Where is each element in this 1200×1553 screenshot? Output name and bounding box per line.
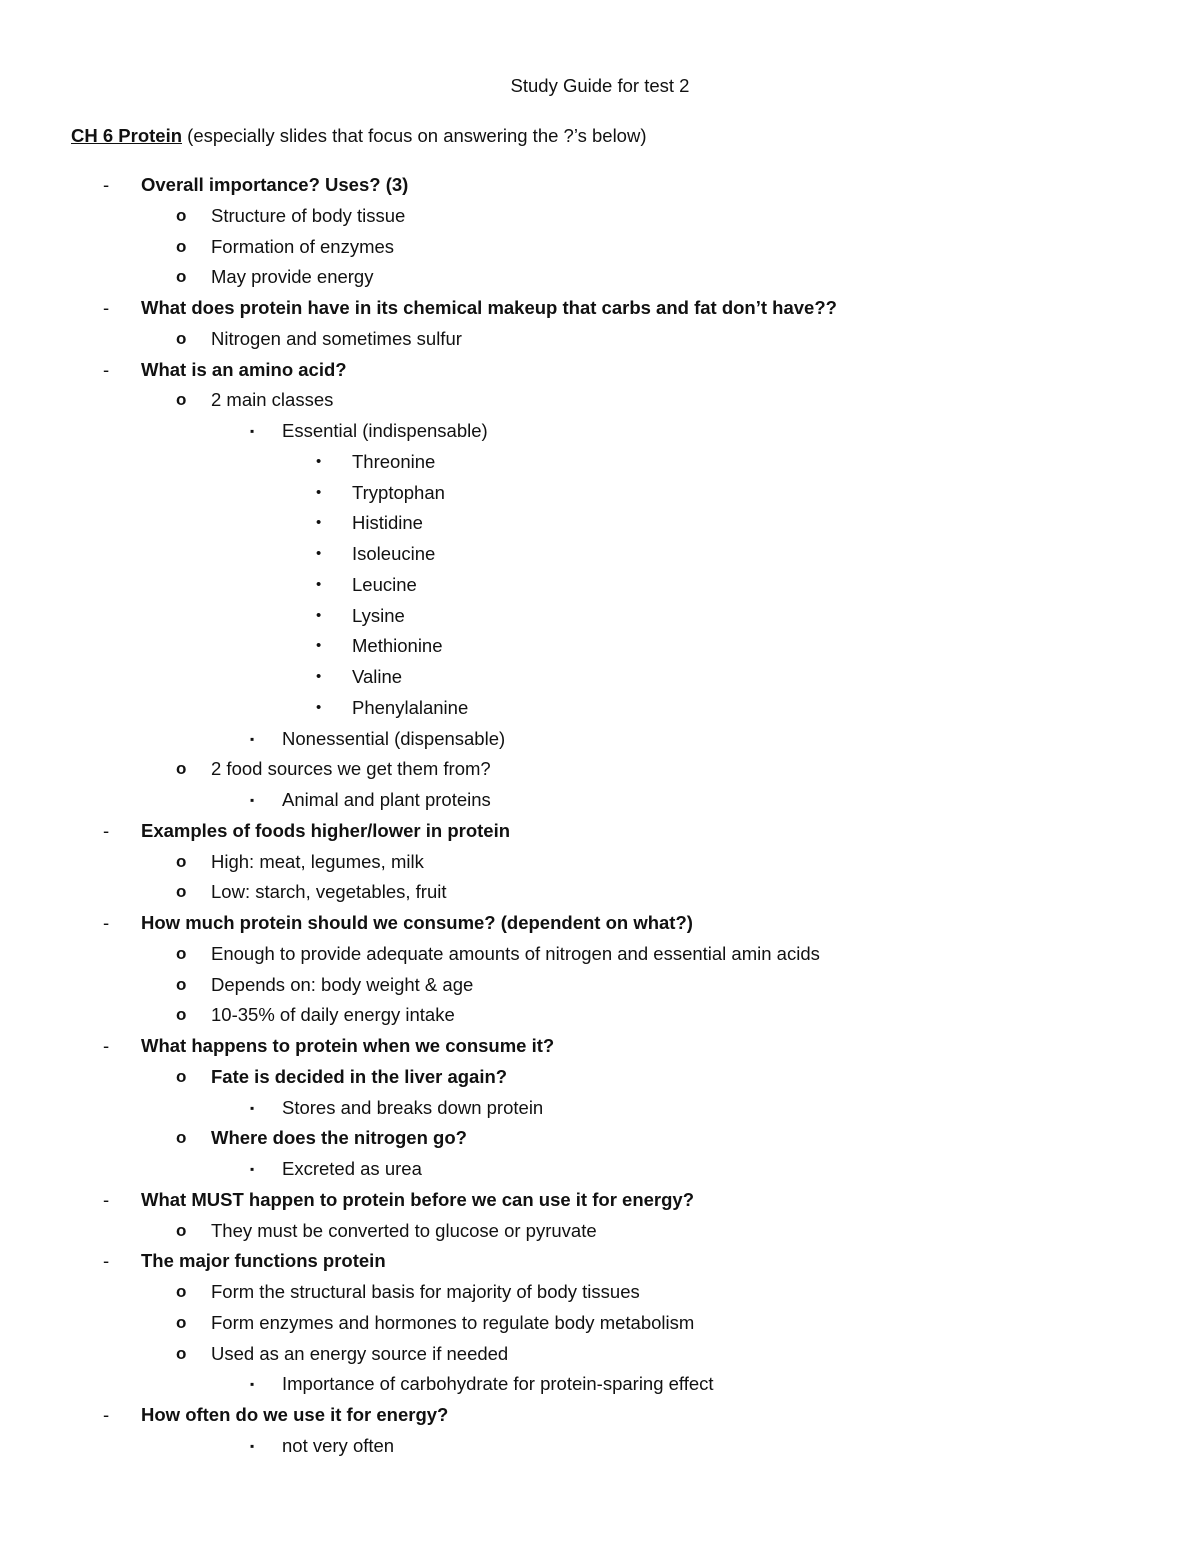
outline-line-level-4 bbox=[0, 450, 1200, 474]
chapter-heading bbox=[71, 124, 647, 148]
list-marker: - bbox=[103, 912, 110, 933]
list-item-text: Importance of carbohydrate for protein-sparing effect bbox=[282, 1373, 714, 1394]
list-marker: o bbox=[176, 975, 187, 994]
list-marker: - bbox=[103, 1189, 110, 1210]
list-marker: • bbox=[316, 668, 322, 685]
outline-line-level-2 bbox=[0, 204, 1200, 228]
list-marker: o bbox=[176, 1313, 187, 1332]
list-marker: - bbox=[103, 1035, 110, 1056]
list-item-text: What happens to protein when we consume it? bbox=[141, 1035, 555, 1056]
outline-line-level-2 bbox=[0, 1311, 1200, 1335]
outline-line-level-1 bbox=[0, 296, 1200, 320]
list-marker: - bbox=[103, 1404, 110, 1425]
list-item-text: Form enzymes and hormones to regulate body metabolism bbox=[211, 1312, 695, 1333]
list-marker: ▪ bbox=[250, 793, 255, 807]
outline-line-level-2 bbox=[0, 388, 1200, 412]
list-item-text: Enough to provide adequate amounts of nitrogen and essential amin acids bbox=[211, 943, 820, 964]
list-marker: o bbox=[176, 390, 187, 409]
list-marker: o bbox=[176, 237, 187, 256]
list-marker: • bbox=[316, 514, 322, 531]
list-marker: ▪ bbox=[250, 1439, 255, 1453]
outline-line-level-1 bbox=[0, 819, 1200, 843]
list-marker: • bbox=[316, 637, 322, 654]
outline-line-level-2 bbox=[0, 1003, 1200, 1027]
outline-line-level-4 bbox=[0, 511, 1200, 535]
outline-line-level-4 bbox=[0, 665, 1200, 689]
list-item-text: Leucine bbox=[352, 574, 417, 595]
list-marker: o bbox=[176, 1128, 187, 1147]
list-item-text: not very often bbox=[282, 1435, 395, 1456]
list-item-text: Nitrogen and sometimes sulfur bbox=[211, 328, 462, 349]
list-item-text: 10-35% of daily energy intake bbox=[211, 1004, 455, 1025]
list-item-text: Examples of foods higher/lower in protein bbox=[141, 820, 511, 841]
list-item-text: Structure of body tissue bbox=[211, 205, 406, 226]
list-marker: - bbox=[103, 174, 110, 195]
list-marker: • bbox=[316, 484, 322, 501]
list-item-text: What is an amino acid? bbox=[141, 359, 347, 380]
outline-line-level-4 bbox=[0, 634, 1200, 658]
list-marker: ▪ bbox=[250, 424, 255, 438]
list-item-text: Low: starch, vegetables, fruit bbox=[211, 881, 447, 902]
list-marker: - bbox=[103, 297, 110, 318]
list-marker: o bbox=[176, 1005, 187, 1024]
outline-line-level-2 bbox=[0, 757, 1200, 781]
list-item-text: Fate is decided in the liver again? bbox=[211, 1066, 508, 1087]
list-item-text: 2 main classes bbox=[211, 389, 334, 410]
outline-line-level-3 bbox=[0, 1434, 1200, 1458]
list-marker: o bbox=[176, 944, 187, 963]
list-marker: - bbox=[103, 359, 110, 380]
list-marker: • bbox=[316, 576, 322, 593]
list-item-text: High: meat, legumes, milk bbox=[211, 851, 424, 872]
outline-line-level-4 bbox=[0, 573, 1200, 597]
list-marker: • bbox=[316, 699, 322, 716]
list-item-text: Essential (indispensable) bbox=[282, 420, 488, 441]
outline-line-level-1 bbox=[0, 1403, 1200, 1427]
list-item-text: Excreted as urea bbox=[282, 1158, 422, 1179]
outline-line-level-4 bbox=[0, 481, 1200, 505]
list-item-text: What does protein have in its chemical makeup that carbs and fat don’t have?? bbox=[141, 297, 837, 318]
outline-line-level-2 bbox=[0, 235, 1200, 259]
chapter-title: CH 6 Protein bbox=[71, 125, 183, 146]
list-item-text: Methionine bbox=[352, 635, 443, 656]
outline-line-level-2 bbox=[0, 327, 1200, 351]
outline-line-level-1 bbox=[0, 173, 1200, 197]
outline-line-level-1 bbox=[0, 1249, 1200, 1273]
list-marker: ▪ bbox=[250, 1101, 255, 1115]
list-marker: • bbox=[316, 607, 322, 624]
outline-line-level-2 bbox=[0, 1126, 1200, 1150]
outline-line-level-3 bbox=[0, 419, 1200, 443]
list-item-text: Isoleucine bbox=[352, 543, 436, 564]
outline-line-level-2 bbox=[0, 973, 1200, 997]
list-marker: o bbox=[176, 882, 187, 901]
list-item-text: 2 food sources we get them from? bbox=[211, 758, 491, 779]
outline-line-level-2 bbox=[0, 1342, 1200, 1366]
list-marker: ▪ bbox=[250, 1377, 255, 1391]
list-item-text: Where does the nitrogen go? bbox=[211, 1127, 467, 1148]
list-item-text: Form the structural basis for majority of body tissues bbox=[211, 1281, 640, 1302]
outline-line-level-1 bbox=[0, 911, 1200, 935]
list-marker: - bbox=[103, 1250, 110, 1271]
outline-line-level-1 bbox=[0, 1188, 1200, 1212]
list-item-text: Nonessential (dispensable) bbox=[282, 728, 506, 749]
list-item-text: May provide energy bbox=[211, 266, 374, 287]
list-marker: o bbox=[176, 1282, 187, 1301]
list-item-text: Lysine bbox=[352, 605, 405, 626]
list-marker: o bbox=[176, 1067, 187, 1086]
outline-line-level-1 bbox=[0, 1034, 1200, 1058]
outline-line-level-3 bbox=[0, 1096, 1200, 1120]
chapter-note: (especially slides that focus on answering the ?’s below) bbox=[182, 125, 647, 146]
list-marker: ▪ bbox=[250, 1162, 255, 1176]
list-item-text: Overall importance? Uses? (3) bbox=[141, 174, 409, 195]
list-item-text: What MUST happen to protein before we can use it for energy? bbox=[141, 1189, 694, 1210]
list-item-text: Used as an energy source if needed bbox=[211, 1343, 509, 1364]
list-marker: - bbox=[103, 820, 110, 841]
outline-line-level-4 bbox=[0, 604, 1200, 628]
outline-line-level-2 bbox=[0, 942, 1200, 966]
outline-line-level-3 bbox=[0, 788, 1200, 812]
list-item-text: The major functions protein bbox=[141, 1250, 386, 1271]
list-item-text: Histidine bbox=[352, 512, 423, 533]
list-marker: o bbox=[176, 267, 187, 286]
list-item-text: Valine bbox=[352, 666, 403, 687]
list-item-text: How much protein should we consume? (dependent on what?) bbox=[141, 912, 693, 933]
list-marker: o bbox=[176, 329, 187, 348]
outline-line-level-2 bbox=[0, 850, 1200, 874]
list-marker: ▪ bbox=[250, 732, 255, 746]
outline-line-level-2 bbox=[0, 880, 1200, 904]
list-item-text: Threonine bbox=[352, 451, 436, 472]
list-marker: o bbox=[176, 1344, 187, 1363]
outline-line-level-2 bbox=[0, 1065, 1200, 1089]
list-item-text: They must be converted to glucose or pyruvate bbox=[211, 1220, 597, 1241]
list-marker: • bbox=[316, 545, 322, 562]
outline-line-level-4 bbox=[0, 696, 1200, 720]
list-item-text: Phenylalanine bbox=[352, 697, 469, 718]
list-item-text: Formation of enzymes bbox=[211, 236, 395, 257]
outline-line-level-2 bbox=[0, 265, 1200, 289]
outline-line-level-2 bbox=[0, 1219, 1200, 1243]
outline-line-level-3 bbox=[0, 1372, 1200, 1396]
list-marker: o bbox=[176, 759, 187, 778]
list-marker: o bbox=[176, 852, 187, 871]
list-marker: • bbox=[316, 453, 322, 470]
list-item-text: Stores and breaks down protein bbox=[282, 1097, 544, 1118]
list-item-text: How often do we use it for energy? bbox=[141, 1404, 449, 1425]
outline-line-level-1 bbox=[0, 358, 1200, 382]
outline-line-level-2 bbox=[0, 1280, 1200, 1304]
outline-line-level-3 bbox=[0, 1157, 1200, 1181]
outline-line-level-4 bbox=[0, 542, 1200, 566]
list-item-text: Tryptophan bbox=[352, 482, 445, 503]
outline-line-level-3 bbox=[0, 727, 1200, 751]
document-title: Study Guide for test 2 bbox=[510, 75, 690, 96]
list-marker: o bbox=[176, 206, 187, 225]
list-item-text: Animal and plant proteins bbox=[282, 789, 491, 810]
list-item-text: Depends on: body weight & age bbox=[211, 974, 474, 995]
list-marker: o bbox=[176, 1221, 187, 1240]
